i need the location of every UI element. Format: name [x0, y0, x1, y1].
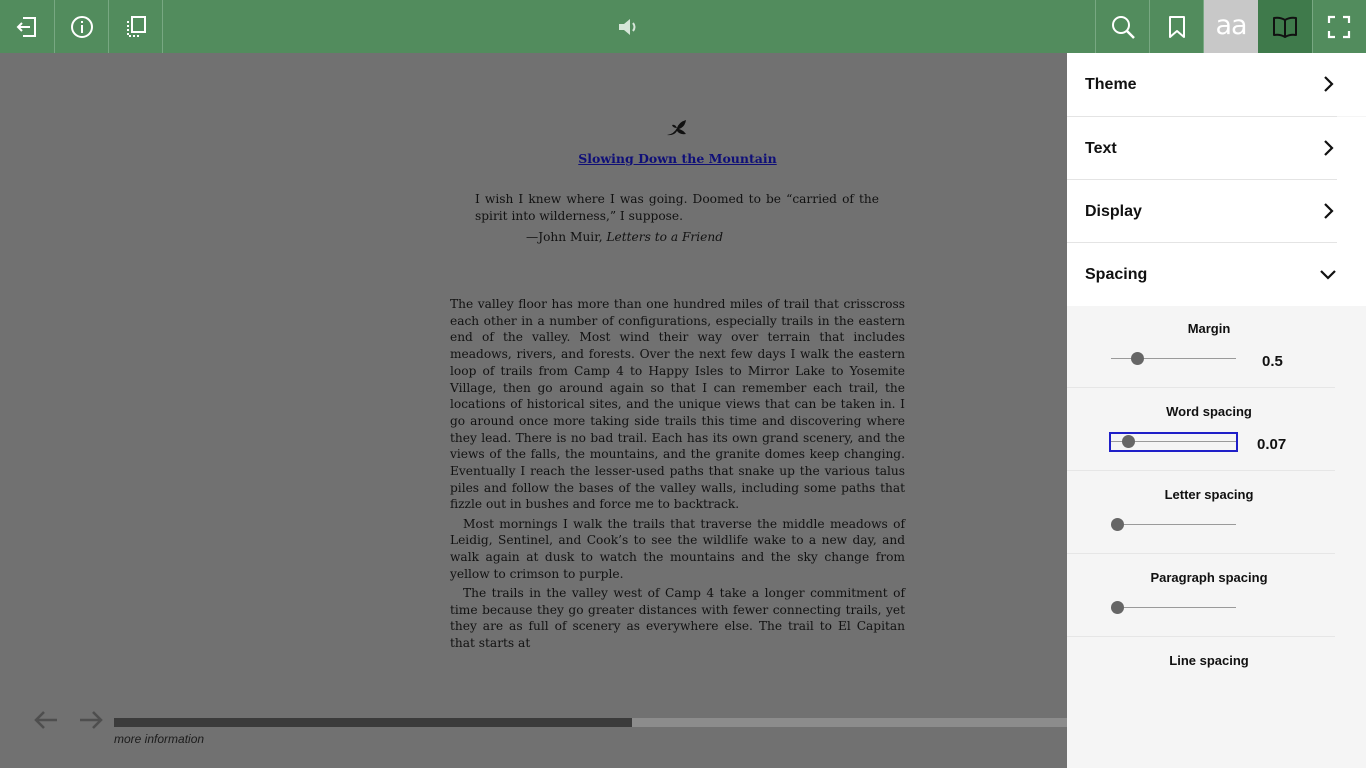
slider-thumb[interactable] [1111, 518, 1124, 531]
chevron-right-icon [1320, 139, 1336, 157]
margin-slider[interactable] [1111, 351, 1236, 367]
epigraph: I wish I knew where I was going. Doomed to be “carried of the spirit into wilderness,” I suppose. [475, 192, 879, 223]
epigraph-attribution [526, 230, 723, 244]
spacing-section-header[interactable] [1067, 243, 1366, 306]
info-button[interactable] [55, 0, 109, 53]
chevron-down-icon [1319, 267, 1337, 283]
pages-button[interactable] [109, 0, 163, 53]
exit-icon [14, 14, 40, 40]
setting-label: Line spacing [1169, 653, 1249, 668]
letter-spacing-slider[interactable] [1111, 517, 1236, 533]
theme-section-header[interactable] [1067, 53, 1366, 116]
slider-thumb[interactable] [1131, 352, 1144, 365]
reading-area [0, 53, 1067, 768]
section-label: Display [1085, 202, 1142, 220]
body-text [450, 296, 905, 651]
epigraph-source: Letters to a Friend [606, 230, 724, 244]
text-settings-icon: aa [1215, 9, 1247, 41]
section-label: Text [1085, 139, 1117, 157]
word-spacing-slider[interactable] [1111, 434, 1236, 450]
section-label: Spacing [1085, 265, 1148, 283]
paragraph: Most mornings I walk the trails that traverse the middle meadows of Leidig, Sentinel, and Cook’s to see the wildlife wake to a new day, and walk again at dusk to watch the mountains and the sky change from yellow to crimson to purple. [450, 516, 905, 581]
search-button[interactable] [1096, 0, 1150, 53]
setting-value: 0.5 [1262, 353, 1283, 370]
word-spacing-setting [1067, 388, 1335, 471]
chevron-right-icon [1320, 75, 1336, 93]
setting-label: Letter spacing [1164, 487, 1254, 502]
chapter-title-link[interactable]: Slowing Down the Mountain [578, 151, 777, 166]
paragraph-spacing-setting [1067, 554, 1335, 637]
arrow-right-icon[interactable] [76, 705, 106, 735]
letter-spacing-setting [1067, 471, 1335, 554]
reading-progress-bar[interactable] [114, 718, 1067, 727]
setting-label: Margin [1187, 321, 1231, 336]
slider-thumb[interactable] [1122, 435, 1135, 448]
speaker-icon [615, 14, 641, 40]
text-settings-button[interactable] [1204, 0, 1258, 53]
more-information-link[interactable]: more information [114, 732, 205, 746]
chevron-right-icon [1320, 202, 1336, 220]
text-section-header[interactable] [1067, 117, 1366, 180]
line-spacing-setting [1067, 637, 1335, 720]
paragraph: The valley floor has more than one hundred miles of trail that crisscross each other in a number of configurations, especially trails in the eastern end of the valley. Most wind their way over terrain that includes meadows, rivers, and forests. Over the next few days I walk the eastern loop of trails from Camp 4 to Happy Isles to Mirror Lake to Yosemite Village, then go around again so that I can remember each trail, the locations of historical sites, and the unique views that can be taken in. I go around once more taking side trails this time and discovering where they lead. There is no bad trail. Each has its own grand scenery, and the views of the falls, the mountains, and the granite domes keep changing. Eventually I reach the lesser-used paths that snake up the various talus piles and follow the bases of the valley walls, including some paths that fizzle out in bushes and force me to backtrack. [450, 297, 905, 512]
book-icon [1272, 14, 1298, 40]
setting-label: Word spacing [1166, 404, 1252, 419]
fullscreen-icon [1326, 14, 1352, 40]
epigraph-author: —John Muir, [526, 230, 607, 244]
display-section-header[interactable] [1067, 180, 1366, 243]
leaf-ornament-icon [664, 116, 690, 142]
slider-thumb[interactable] [1111, 601, 1124, 614]
paragraph-spacing-slider[interactable] [1111, 600, 1236, 616]
setting-label: Paragraph spacing [1150, 570, 1268, 585]
book-view-button[interactable] [1258, 0, 1312, 53]
section-label: Theme [1085, 75, 1137, 93]
bookmark-icon [1164, 14, 1190, 40]
search-icon [1110, 14, 1136, 40]
fullscreen-button[interactable] [1312, 0, 1366, 53]
paragraph: The trails in the valley west of Camp 4 take a longer commitment of time because they go greater distances with fewer connecting trails, yet they are as full of scenery as everywhere else. The trail to El Capitan that starts at [450, 585, 905, 651]
bookmark-button[interactable] [1150, 0, 1204, 53]
reading-progress-fill [114, 718, 632, 727]
read-aloud-button[interactable] [601, 0, 655, 53]
setting-value: 0.07 [1257, 436, 1287, 453]
pages-icon [123, 14, 149, 40]
arrow-left-icon[interactable] [31, 705, 61, 735]
text-settings-panel [1067, 53, 1366, 768]
top-toolbar [0, 0, 1366, 53]
exit-button[interactable] [0, 0, 54, 53]
margin-setting [1067, 305, 1335, 388]
info-icon [69, 14, 95, 40]
